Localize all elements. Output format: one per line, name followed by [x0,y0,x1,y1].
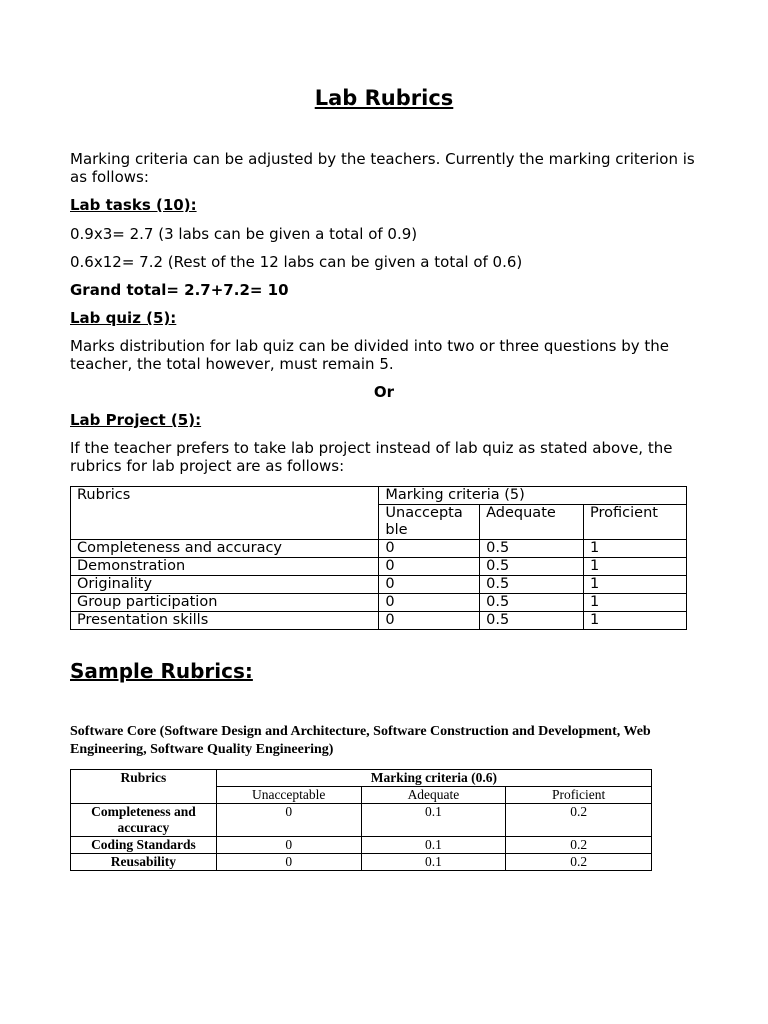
row-label: Completeness and accuracy [71,804,217,837]
cell-proficient: 0.2 [506,804,652,837]
header-rubrics: Rubrics [71,770,217,804]
lab-project-text: If the teacher prefers to take lab project instead of lab quiz as stated above, the rubrics for lab project are as follows: [70,439,673,475]
cell-adequate: 0.1 [361,854,506,871]
cell-proficient: 0.2 [506,854,652,871]
table-row [71,576,687,594]
subheader-adequate: Adequate [361,787,506,804]
cell-proficient: 1 [584,612,687,630]
cell-adequate: 0.5 [480,576,584,594]
subheader-unacceptable: Unaccepta ble [379,505,480,540]
subheader-proficient: Proficient [584,505,687,540]
cell-proficient: 1 [584,540,687,558]
header-marking-criteria: Marking criteria (0.6) [216,770,651,787]
cell-proficient: 1 [584,594,687,612]
cell-adequate: 0.1 [361,837,506,854]
software-core-heading: Software Core (Software Design and Architecture, Software Construction and Development, Web Engineering, Software Quality Engineering) [70,724,651,757]
table-header-row [71,487,687,505]
table-header-row [71,770,652,787]
subheader-proficient: Proficient [506,787,652,804]
row-label: Demonstration [71,558,379,576]
cell-adequate: 0.5 [480,558,584,576]
subheader-adequate: Adequate [480,505,584,540]
cell-unacceptable: 0 [379,594,480,612]
cell-adequate: 0.5 [480,612,584,630]
lab-project-rubrics-table [70,486,687,630]
lab-project-heading: Lab Project (5): [70,411,202,429]
cell-proficient: 1 [584,558,687,576]
cell-proficient: 1 [584,576,687,594]
cell-adequate: 0.5 [480,594,584,612]
table-row [71,854,652,871]
cell-unacceptable: 0 [379,540,480,558]
or-separator: Or [373,383,395,401]
cell-unacceptable: 0 [379,558,480,576]
intro-paragraph: Marking criteria can be adjusted by the teachers. Currently the marking criterion is as follows: [70,150,695,186]
row-label: Coding Standards [71,837,217,854]
table-row [71,612,687,630]
cell-unacceptable: 0 [379,576,480,594]
row-label: Reusability [71,854,217,871]
row-label: Completeness and accuracy [71,540,379,558]
table-row [71,804,652,837]
table-row [71,540,687,558]
lab-tasks-heading: Lab tasks (10): [70,196,197,214]
row-label: Originality [71,576,379,594]
row-label: Presentation skills [71,612,379,630]
sample-rubrics-table [70,769,652,871]
cell-proficient: 0.2 [506,837,652,854]
page-title: Lab Rubrics [314,86,454,110]
sample-rubrics-heading: Sample Rubrics: [70,659,253,683]
cell-adequate: 0.1 [361,804,506,837]
cell-unacceptable: 0 [216,804,361,837]
lab-tasks-line-1: 0.9x3= 2.7 (3 labs can be given a total of 0.9) [70,225,418,243]
row-label: Group participation [71,594,379,612]
header-marking-criteria: Marking criteria (5) [379,487,687,505]
subheader-unacceptable: Unacceptable [216,787,361,804]
cell-unacceptable: 0 [379,612,480,630]
lab-quiz-text: Marks distribution for lab quiz can be divided into two or three questions by the teacher, the total however, must remain 5. [70,337,670,373]
cell-unacceptable: 0 [216,854,361,871]
cell-adequate: 0.5 [480,540,584,558]
table-row [71,837,652,854]
table-row [71,594,687,612]
table-row [71,558,687,576]
grand-total: Grand total= 2.7+7.2= 10 [70,281,289,299]
header-rubrics: Rubrics [71,487,379,540]
lab-tasks-line-2: 0.6x12= 7.2 (Rest of the 12 labs can be given a total of 0.6) [70,253,523,271]
lab-quiz-heading: Lab quiz (5): [70,309,177,327]
cell-unacceptable: 0 [216,837,361,854]
